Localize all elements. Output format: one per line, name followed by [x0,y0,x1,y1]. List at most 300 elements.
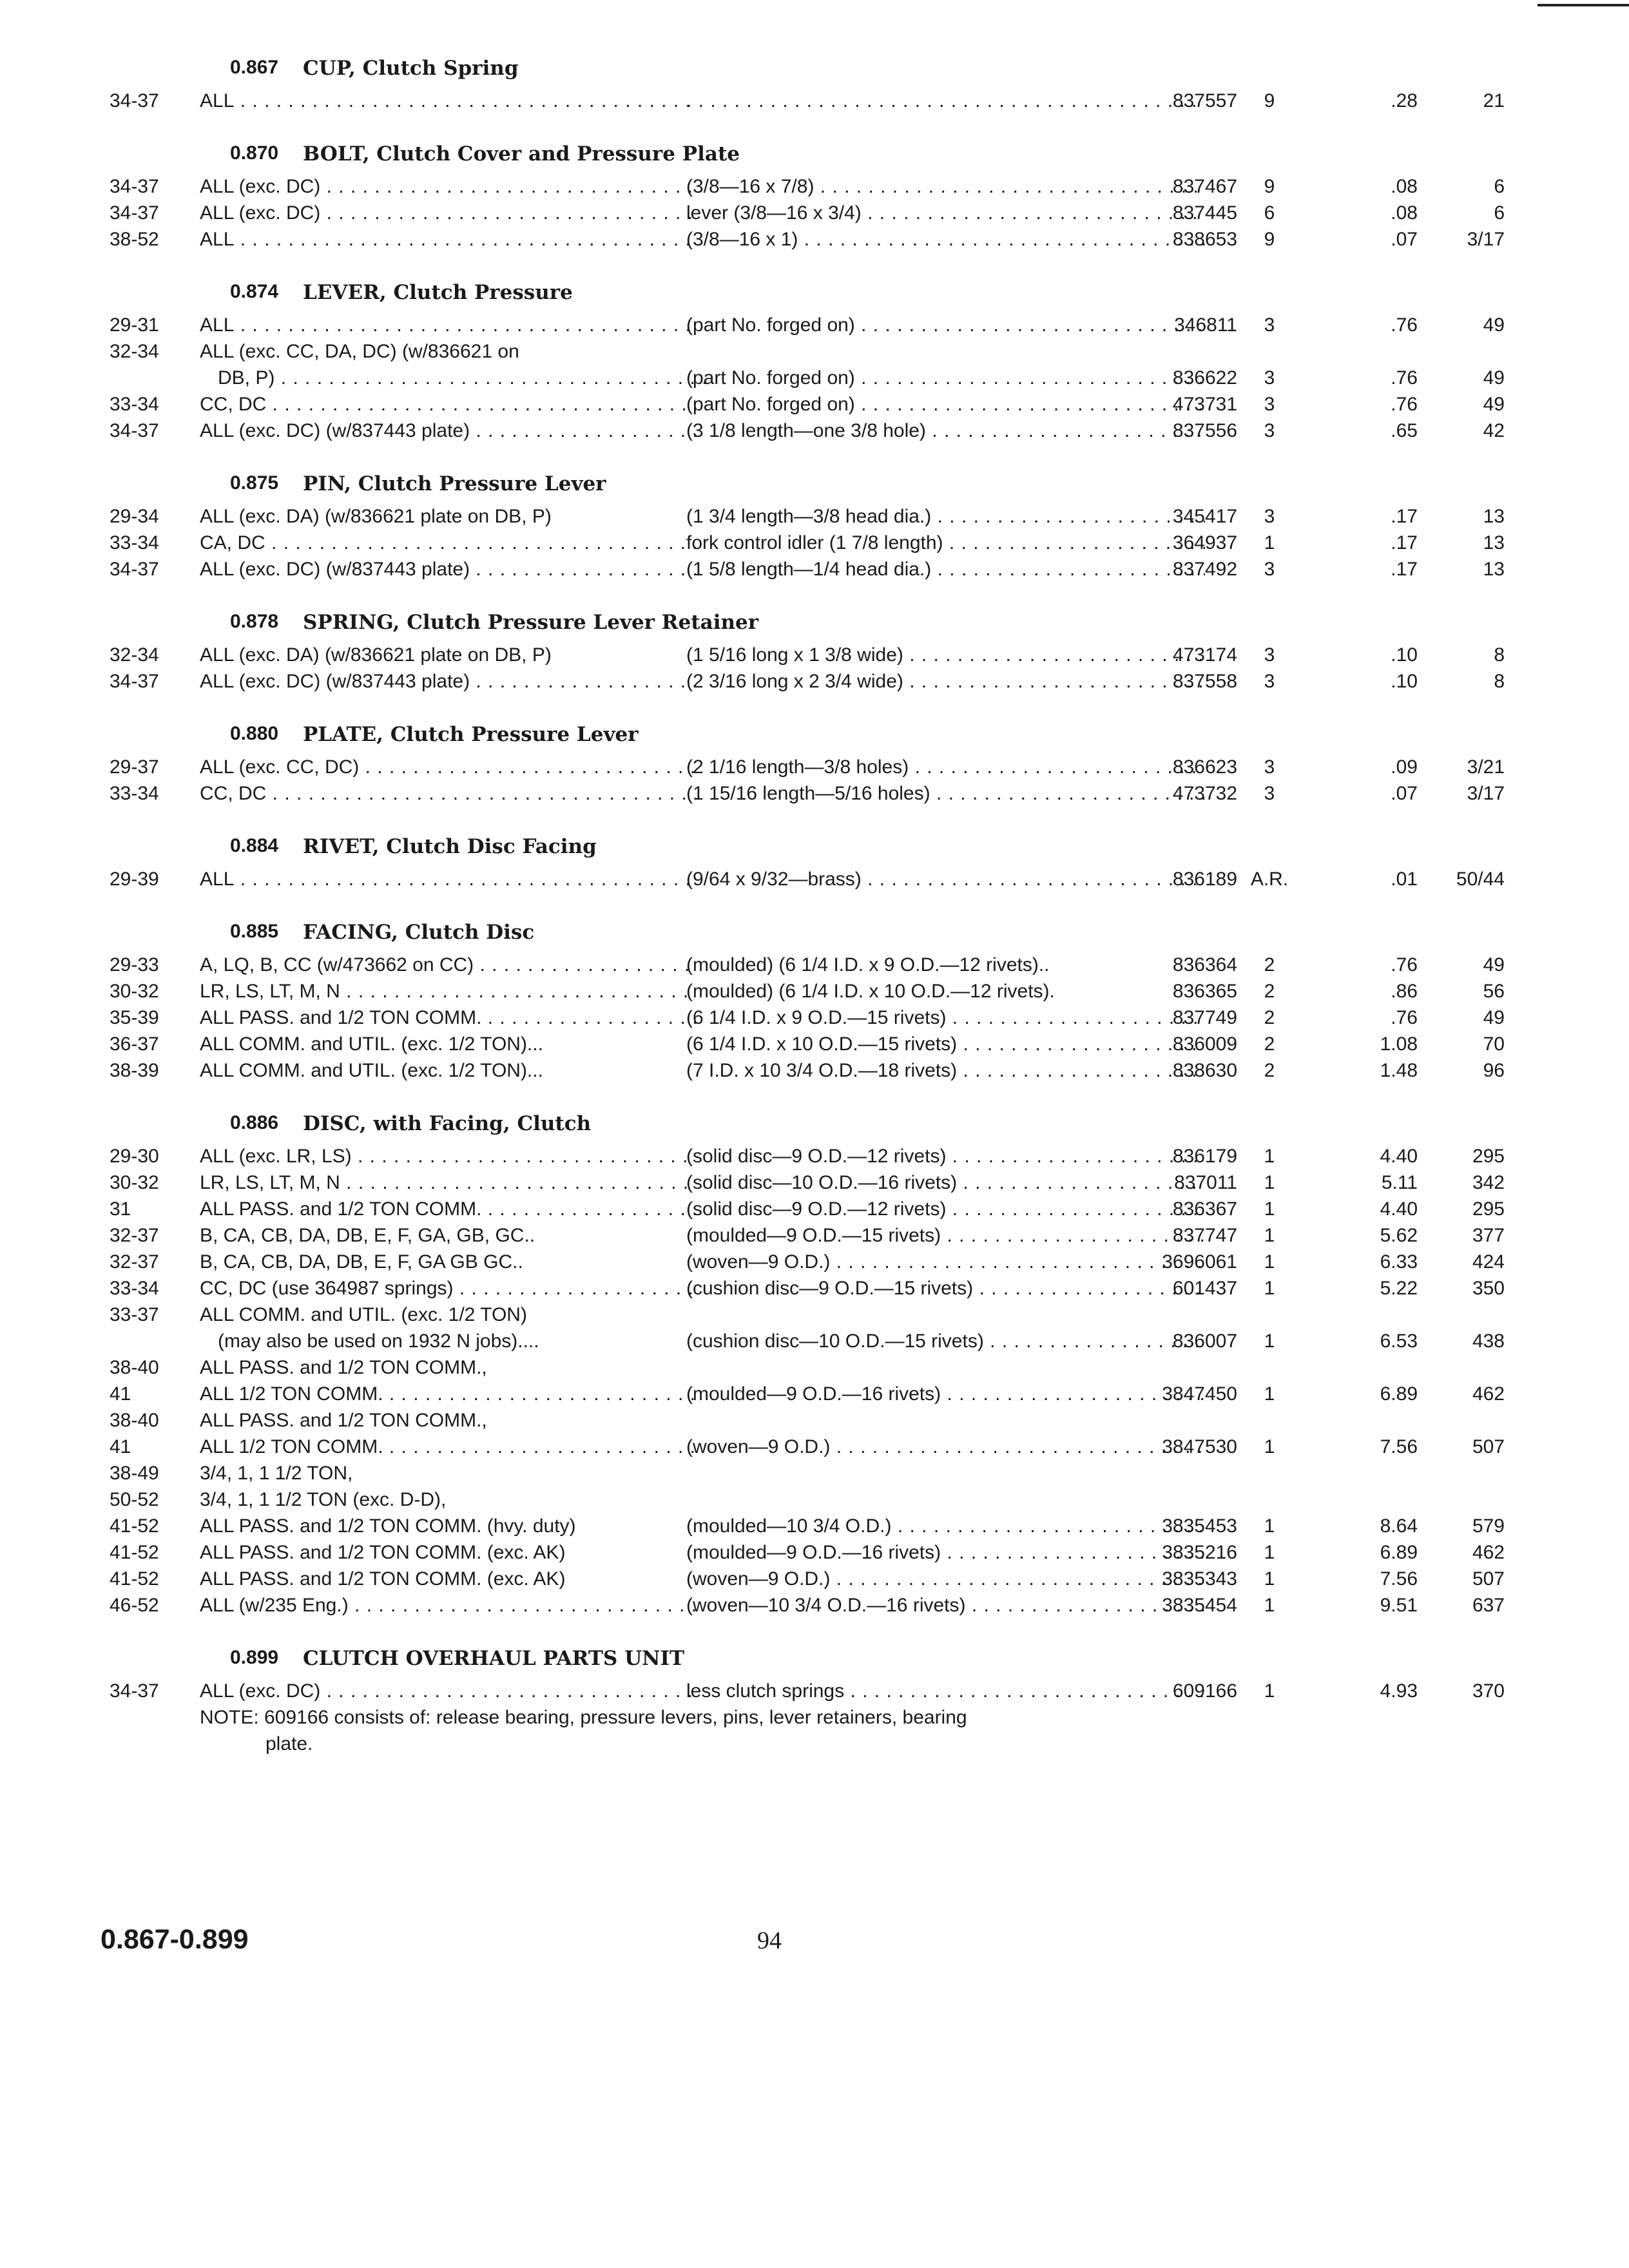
model-years: 38-40 [110,1357,159,1378]
group-code: 579 [1472,1515,1505,1537]
part-number: 3835453 [1162,1515,1237,1537]
section-code: 0.878 [230,611,279,632]
description: (solid disc—10 O.D.—16 rivets) . . . [686,1169,1205,1196]
part-number: 836179 [1172,1146,1237,1167]
description: (1 3/4 length—3/8 head dia.) . . . [686,503,1205,530]
group-code: 49 [1483,954,1505,975]
section-heading [97,695,1482,754]
description: (1 5/16 long x 1 3/8 wide) . . . [686,642,1205,668]
list-price: .01 [1391,869,1418,890]
model-years: 29-30 [110,1146,159,1167]
quantity: 3 [1264,314,1275,336]
section-code: 0.867 [230,57,279,78]
description: fork control idler (1 7/8 length) . . . [686,530,1205,556]
quantity: 2 [1264,1060,1275,1081]
quantity: 3 [1264,756,1275,778]
application: ALL . . . [200,226,696,253]
model-years: 34-37 [110,671,159,692]
part-number: 837467 [1172,176,1237,197]
application: ALL . . . [200,312,696,338]
model-years: 29-31 [110,314,159,336]
group-code: 13 [1483,559,1505,580]
list-price: .17 [1391,559,1418,580]
model-years: 38-52 [110,229,159,250]
part-number: 837747 [1172,1225,1237,1246]
model-years: 50-52 [110,1489,159,1510]
quantity: 1 [1264,1146,1275,1167]
list-price: 1.08 [1380,1033,1418,1055]
part-number: 836364 [1172,954,1237,975]
application: ALL (exc. DC) . . . [200,173,696,200]
description: (3 1/8 length—one 3/8 hole) . . . [686,418,1205,444]
model-years: 36-37 [110,1033,159,1055]
group-code: 42 [1483,420,1505,441]
description: (1 15/16 length—5/16 holes) . . . [686,780,1205,807]
part-row [97,1566,1505,1592]
section-code: 0.880 [230,723,279,744]
part-row [97,1328,1505,1354]
list-price: .09 [1391,756,1418,778]
group-code: 377 [1472,1225,1505,1246]
section-title: SPRING, Clutch Pressure Lever Retainer [303,611,759,634]
group-code: 462 [1472,1383,1505,1405]
list-price: .08 [1391,176,1418,197]
section-heading [97,1084,1482,1143]
part-row [97,365,1505,391]
group-code: 462 [1472,1542,1505,1563]
model-years: 38-40 [110,1410,159,1431]
group-code: 507 [1472,1568,1505,1590]
application: LR, LS, LT, M, N . . . [200,978,696,1004]
model-years: 32-34 [110,341,159,362]
application: ALL (exc. CC, DA, DC) (w/836621 on [200,341,519,362]
model-years: 30-32 [110,981,159,1002]
part-number: 837011 [1174,1172,1237,1193]
list-price: .76 [1391,394,1418,415]
group-code: 49 [1483,314,1505,336]
description: less clutch springs . . . [686,1678,1205,1704]
list-price: .10 [1391,671,1418,692]
section-title: RIVET, Clutch Disc Facing [303,835,597,858]
group-code: 3/17 [1467,783,1505,804]
part-number: 836007 [1172,1331,1237,1352]
section-title: LEVER, Clutch Pressure [303,281,573,304]
description: (6 1/4 I.D. x 9 O.D.—15 rivets) . . . [686,1004,1205,1031]
part-number: 3696061 [1162,1251,1237,1273]
quantity: 1 [1264,1172,1275,1193]
section-code: 0.870 [230,142,279,164]
list-price: 4.40 [1380,1198,1418,1220]
model-years: 34-37 [110,1680,159,1702]
application: B, CA, CB, DA, DB, E, F, GA, GB, GC.. [200,1225,535,1246]
model-years: 29-34 [110,506,159,527]
application: CC, DC . . . [200,391,696,418]
application: ALL PASS. and 1/2 TON COMM. (exc. AK) [200,1542,566,1563]
application: CA, DC . . . [200,530,696,556]
note-text: NOTE: 609166 consists of: release bearing, pressure levers, pins, lever retainers, bearing [200,1707,967,1728]
model-years: 30-32 [110,1172,159,1193]
part-row [97,1460,1482,1486]
application: DB, P) . . . [200,365,714,391]
part-row [97,226,1505,253]
section-heading [97,1619,1482,1678]
part-number: 837557 [1172,90,1237,111]
model-years: 29-39 [110,869,159,890]
quantity: 3 [1264,367,1275,389]
quantity: 1 [1264,1278,1275,1299]
part-number: 601437 [1172,1278,1237,1299]
section-code: 0.874 [230,281,279,302]
quantity: 1 [1264,1515,1275,1537]
part-row [97,1592,1505,1619]
description: (part No. forged on) . . . [686,312,1205,338]
group-code: 6 [1494,176,1505,197]
description: (moulded—9 O.D.—16 rivets) . . . [686,1381,1205,1407]
part-number: 838630 [1172,1060,1237,1081]
part-row [97,1407,1482,1434]
group-code: 49 [1483,394,1505,415]
model-years: 35-39 [110,1007,159,1028]
group-code: 424 [1472,1251,1505,1273]
section-title: PIN, Clutch Pressure Lever [303,472,606,495]
quantity: 1 [1264,532,1275,553]
section-heading [97,582,1482,642]
description: (9/64 x 9/32—brass) . . . [686,866,1205,892]
part-row [97,978,1505,1004]
part-row [97,780,1505,807]
model-years: 33-34 [110,783,159,804]
description: (3/8—16 x 7/8) . . . [686,173,1205,200]
description: (moulded—9 O.D.—16 rivets) . . . [686,1539,1205,1566]
part-row [97,1031,1505,1057]
part-number: 473732 [1172,783,1237,804]
part-row [97,668,1505,695]
page-range-footer: 0.867-0.899 [101,1924,249,1955]
description: (part No. forged on) . . . [686,391,1205,418]
application: ALL PASS. and 1/2 TON COMM., [200,1357,487,1378]
application: ALL . . . [200,866,696,892]
part-number: 836623 [1172,756,1237,778]
model-years: 41-52 [110,1568,159,1590]
group-code: 8 [1494,644,1505,666]
model-years: 32-34 [110,644,159,666]
part-row [97,1169,1505,1196]
description: (moulded—10 3/4 O.D.) . . . [686,1513,1205,1539]
part-row [97,1434,1505,1460]
part-row [97,200,1505,226]
quantity: 2 [1264,1033,1275,1055]
part-number: 346811 [1174,314,1237,336]
parts-list [97,45,1505,1757]
list-price: .28 [1391,90,1418,111]
model-years: 38-49 [110,1463,159,1484]
description: (moulded—9 O.D.—15 rivets) . . . [686,1222,1205,1249]
part-number: 838653 [1172,229,1237,250]
part-number: 837492 [1172,559,1237,580]
part-row [97,338,1482,365]
application: ALL (exc. LR, LS) . . . [200,1143,696,1169]
description: lever (3/8—16 x 3/4) . . . [686,200,1205,226]
quantity: 1 [1264,1595,1275,1616]
quantity: 1 [1264,1331,1275,1352]
group-code: 3/21 [1467,756,1505,778]
part-row [97,754,1505,780]
part-number: 836009 [1172,1033,1237,1055]
part-row [97,642,1505,668]
application: CC, DC . . . [200,780,696,807]
list-price: .76 [1391,367,1418,389]
part-row [97,1275,1505,1302]
list-price: 1.48 [1380,1060,1418,1081]
group-code: 49 [1483,1007,1505,1028]
part-number: 836622 [1172,367,1237,389]
group-code: 295 [1472,1146,1505,1167]
part-row [97,391,1505,418]
quantity: 1 [1264,1383,1275,1405]
description: (3/8—16 x 1) . . . [686,226,1205,253]
section-heading [97,807,1482,866]
model-years: 41-52 [110,1542,159,1563]
part-row [97,1004,1505,1031]
list-price: 6.89 [1380,1542,1418,1563]
quantity: 3 [1264,394,1275,415]
section-title: FACING, Clutch Disc [303,921,535,944]
group-code: 96 [1483,1060,1505,1081]
description: (part No. forged on) . . . [686,365,1205,391]
model-years: 46-52 [110,1595,159,1616]
list-price: 5.22 [1380,1278,1418,1299]
model-years: 33-34 [110,394,159,415]
model-years: 41 [110,1383,131,1405]
part-number: 3835216 [1162,1542,1237,1563]
application: ALL (exc. DC) (w/837443 plate) . . . [200,556,696,582]
quantity: 9 [1264,176,1275,197]
quantity: 2 [1264,981,1275,1002]
list-price: .17 [1391,532,1418,553]
quantity: 3 [1264,783,1275,804]
list-price: .07 [1391,229,1418,250]
page-number: 94 [757,1927,782,1954]
part-row [97,418,1505,444]
list-price: 6.53 [1380,1331,1418,1352]
part-row [97,1249,1505,1275]
part-row [97,1302,1482,1328]
application: 3/4, 1, 1 1/2 TON (exc. D-D), [200,1489,447,1510]
section-title: BOLT, Clutch Cover and Pressure Plate [303,142,740,166]
section-code: 0.886 [230,1112,279,1133]
quantity: 9 [1264,90,1275,111]
section-heading [97,253,1482,312]
application: ALL 1/2 TON COMM. . . . [200,1434,696,1460]
model-years: 34-37 [110,420,159,441]
description: (solid disc—9 O.D.—12 rivets) . . . [686,1196,1205,1222]
group-code: 6 [1494,202,1505,224]
group-code: 70 [1483,1033,1505,1055]
section-title: CUP, Clutch Spring [303,57,519,80]
description: (woven—9 O.D.) . . . [686,1434,1205,1460]
list-price: 8.64 [1380,1515,1418,1537]
application: A, LQ, B, CC (w/473662 on CC) . . . [200,952,696,978]
quantity: 3 [1264,644,1275,666]
description: (woven—9 O.D.) . . . [686,1566,1205,1592]
list-price: 4.93 [1380,1680,1418,1702]
quantity: 3 [1264,506,1275,527]
part-number: 473174 [1172,644,1237,666]
note-text: plate. [265,1733,313,1754]
description: (1 5/8 length—1/4 head dia.) . . . [686,556,1205,582]
section-heading [97,892,1482,952]
list-price: 4.40 [1380,1146,1418,1167]
description: (woven—9 O.D.) . . . [686,1249,1205,1275]
list-price: 5.11 [1381,1172,1418,1193]
application: ALL (exc. DC) . . . [200,1678,696,1704]
group-code: 3/17 [1467,229,1505,250]
quantity: 1 [1264,1436,1275,1457]
section-code: 0.899 [230,1647,279,1668]
model-years: 29-33 [110,954,159,975]
part-number: 836367 [1172,1198,1237,1220]
part-number: 3847450 [1162,1383,1237,1405]
section-heading [97,444,1482,503]
group-code: 56 [1483,981,1505,1002]
part-row [97,952,1505,978]
quantity: A.R. [1250,869,1289,890]
description: (woven—10 3/4 O.D.—16 rivets) . . . [686,1592,1205,1619]
group-code: 8 [1494,671,1505,692]
part-row [97,503,1505,530]
group-code: 370 [1472,1680,1505,1702]
application: ALL COMM. and UTIL. (exc. 1/2 TON)... [200,1033,543,1055]
quantity: 1 [1264,1680,1275,1702]
part-row [97,530,1505,556]
part-row [97,1196,1505,1222]
application: ALL (exc. CC, DC) . . . [200,754,696,780]
group-code: 49 [1483,367,1505,389]
model-years: 33-34 [110,532,159,553]
quantity: 2 [1264,954,1275,975]
application: ALL 1/2 TON COMM. . . . [200,1381,696,1407]
group-code: 350 [1472,1278,1505,1299]
part-row [97,1057,1505,1084]
part-number: 837749 [1172,1007,1237,1028]
model-years: 32-37 [110,1225,159,1246]
quantity: 3 [1264,420,1275,441]
part-number: 837556 [1172,420,1237,441]
list-price: .07 [1391,783,1418,804]
quantity: 1 [1264,1251,1275,1273]
part-number: 836189 [1172,869,1237,890]
application: CC, DC (use 364987 springs) . . . [200,1275,696,1302]
section-title: CLUTCH OVERHAUL PARTS UNIT [303,1647,685,1670]
part-row [97,1354,1482,1381]
part-number: 364937 [1172,532,1237,553]
section-title: DISC, with Facing, Clutch [303,1112,592,1135]
quantity: 3 [1264,671,1275,692]
quantity: 1 [1264,1198,1275,1220]
quantity: 1 [1264,1542,1275,1563]
list-price: .17 [1391,506,1418,527]
list-price: 7.56 [1380,1436,1418,1457]
list-price: .76 [1391,1007,1418,1028]
application: ALL COMM. and UTIL. (exc. 1/2 TON)... [200,1060,543,1081]
part-number: 3835454 [1162,1595,1237,1616]
description: (cushion disc—9 O.D.—15 rivets) . . . [686,1275,1205,1302]
quantity: 2 [1264,1007,1275,1028]
list-price: 9.51 [1380,1595,1418,1616]
group-code: 507 [1472,1436,1505,1457]
list-price: .65 [1391,420,1418,441]
group-code: 21 [1483,90,1505,111]
quantity: 1 [1264,1225,1275,1246]
application: B, CA, CB, DA, DB, E, F, GA GB GC.. [200,1251,523,1273]
model-years: 38-39 [110,1060,159,1081]
list-price: 5.62 [1380,1225,1418,1246]
model-years: 33-34 [110,1278,159,1299]
part-row [97,173,1505,200]
part-number: 3847530 [1162,1436,1237,1457]
part-number: 836365 [1172,981,1237,1002]
note-line [97,1731,1482,1757]
part-row [97,1486,1482,1513]
part-number: 609166 [1172,1680,1237,1702]
model-years: 29-37 [110,756,159,778]
model-years: 34-37 [110,90,159,111]
list-price: 6.33 [1380,1251,1418,1273]
section-code: 0.875 [230,472,279,494]
application: (may also be used on 1932 N jobs).... [218,1331,539,1352]
group-code: 637 [1472,1595,1505,1616]
quantity: 9 [1264,229,1275,250]
application: ALL (exc. DC) . . . [200,200,696,226]
part-row [97,1513,1505,1539]
section-code: 0.884 [230,835,279,856]
part-row [97,556,1505,582]
part-row [97,866,1505,892]
quantity: 3 [1264,559,1275,580]
list-price: 6.89 [1380,1383,1418,1405]
description: (solid disc—9 O.D.—12 rivets) . . . [686,1143,1205,1169]
application: ALL PASS. and 1/2 TON COMM. . . . [200,1004,696,1031]
application: ALL (exc. DC) (w/837443 plate) . . . [200,668,696,695]
application: ALL (w/235 Eng.) . . . [200,1592,696,1619]
application: 3/4, 1, 1 1/2 TON, [200,1463,353,1484]
model-years: 34-37 [110,202,159,224]
group-code: 438 [1472,1331,1505,1352]
application: ALL (exc. DC) (w/837443 plate) . . . [200,418,696,444]
application: ALL PASS. and 1/2 TON COMM., [200,1410,487,1431]
list-price: .76 [1391,314,1418,336]
part-row [97,312,1505,338]
list-price: .86 [1391,981,1418,1002]
part-number: 3835343 [1162,1568,1237,1590]
application: LR, LS, LT, M, N . . . [200,1169,696,1196]
section-heading [97,114,1482,173]
description: (6 1/4 I.D. x 10 O.D.—15 rivets) . . . [686,1031,1205,1057]
section-title: PLATE, Clutch Pressure Lever [303,723,639,746]
model-years: 34-37 [110,559,159,580]
description: (2 3/16 long x 2 3/4 wide) . . . [686,668,1205,695]
section-heading [97,45,1482,88]
description: (moulded) (6 1/4 I.D. x 10 O.D.—12 rivets). [686,981,1055,1002]
model-years: 33-37 [110,1304,159,1325]
model-years: 31 [110,1198,131,1220]
group-code: 295 [1472,1198,1505,1220]
part-row [97,1678,1505,1704]
description: (cushion disc—10 O.D.—15 rivets) . . . [686,1328,1205,1354]
application: ALL PASS. and 1/2 TON COMM. (exc. AK) [200,1568,566,1590]
list-price: 7.56 [1380,1568,1418,1590]
application: ALL (exc. DA) (w/836621 plate on DB, P) [200,506,552,527]
